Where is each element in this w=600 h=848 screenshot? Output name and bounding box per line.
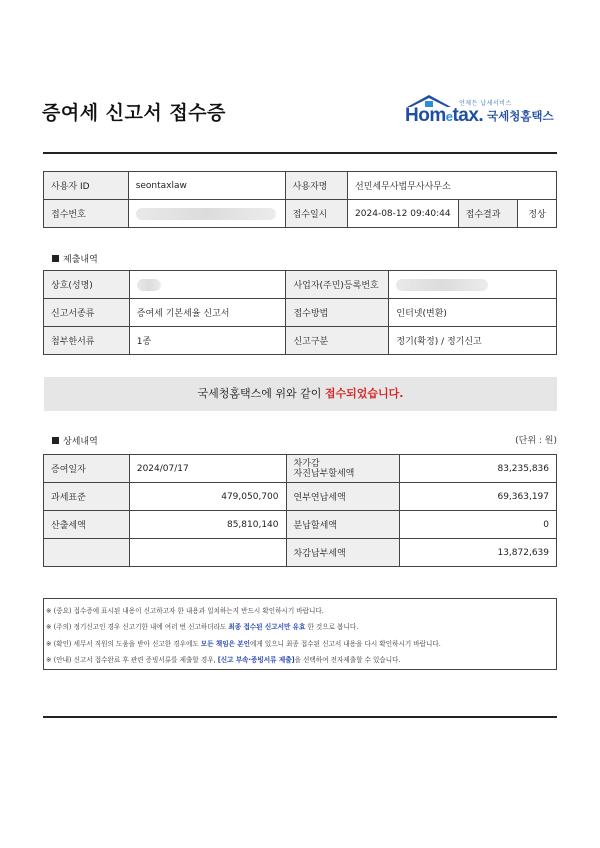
logo-korean-name: 국세청홈택스 — [487, 109, 554, 123]
receipt-result-value: 정상 — [518, 200, 557, 228]
receipt-result-label: 접수결과 — [458, 200, 518, 228]
attachments-value: 1종 — [129, 327, 286, 355]
receipt-number-value — [128, 200, 285, 228]
form-type-value: 증여세 기본세율 신고서 — [129, 299, 286, 327]
form-type-label: 신고서종류 — [44, 299, 130, 327]
net-payable-tax-value: 13,872,639 — [400, 539, 557, 567]
bottom-rule — [43, 716, 557, 718]
self-payable-tax-value: 83,235,836 — [400, 455, 557, 483]
notice-line: ※ (안내) 신고서 접수완료 후 관련 증빙서류를 제출할 경우, [신고 부속·증빙서류 제출]을 선택하여 전자제출할 수 있습니다. — [46, 655, 401, 664]
empty-value-cell — [129, 539, 286, 567]
redacted-company-name — [137, 279, 161, 291]
confirmation-text: 국세청홈택스에 위와 같이 — [197, 387, 325, 400]
tax-base-value: 479,050,700 — [129, 483, 286, 511]
user-name-value: 선민세무사법무사사무소 — [348, 172, 557, 200]
page-title: 증여세 신고서 접수증 — [42, 102, 226, 124]
receipt-number-label: 접수번호 — [44, 200, 129, 228]
installment-tax-value: 0 — [400, 511, 557, 539]
deferred-payment-value: 69,363,197 — [400, 483, 557, 511]
computed-tax-label: 산출세액 — [44, 511, 130, 539]
detail-section-heading: 상세내역 — [52, 434, 98, 447]
notice-line: ※ (주의) 정기신고인 경우 신고기한 내에 여러 번 신고하더라도 최종 접수된 신고서만 유효 한 것으로 봅니다. — [46, 623, 359, 632]
deferred-payment-label: 연부연납세액 — [286, 483, 400, 511]
user-name-label: 사용자명 — [285, 172, 347, 200]
notice-box — [43, 598, 557, 670]
hometax-logo — [405, 94, 554, 128]
user-id-value: seontaxlaw — [128, 172, 285, 200]
submission-method-label: 접수방법 — [286, 299, 389, 327]
unit-label: (단위 : 원) — [515, 436, 557, 446]
installment-tax-label: 분납할세액 — [286, 511, 400, 539]
redacted-receipt-number — [136, 208, 276, 220]
net-payable-tax-label: 차감납부세액 — [286, 539, 400, 567]
confirmation-banner — [44, 377, 557, 411]
submission-section-heading: 제출내역 — [52, 252, 98, 265]
confirmation-highlight: 접수되었습니다. — [324, 387, 404, 400]
user-info-table — [43, 171, 557, 228]
redacted-registration-number — [396, 279, 488, 291]
square-bullet-icon — [52, 437, 59, 444]
square-bullet-icon — [52, 255, 59, 262]
logo-brand: Hometax. — [405, 105, 484, 126]
user-id-label: 사용자 ID — [44, 172, 129, 200]
company-name-label: 상호(성명) — [44, 271, 130, 299]
receipt-time-value: 2024-08-12 09:40:44 — [348, 200, 459, 228]
self-payable-tax-label: 차가감 자진납부할세액 — [286, 455, 400, 483]
receipt-time-label: 접수일시 — [285, 200, 347, 228]
company-name-value — [129, 271, 286, 299]
computed-tax-value: 85,810,140 — [129, 511, 286, 539]
tax-base-label: 과세표준 — [44, 483, 130, 511]
gift-date-label: 증여일자 — [44, 455, 130, 483]
top-rule — [43, 152, 557, 154]
filing-category-label: 신고구분 — [286, 327, 389, 355]
empty-label-cell — [44, 539, 130, 567]
logo-tagline: 언제든 납세서비스 — [459, 100, 512, 107]
notice-line: ※ (확인) 세무서 직원의 도움을 받아 신고한 경우에도 모든 책임은 본인에게 있으니 최종 접수된 신고서 내용을 다시 확인하시기 바랍니다. — [46, 639, 441, 648]
registration-number-label: 사업자(주민)등록번호 — [286, 271, 389, 299]
notice-line: ※ (중요) 접수증에 표시된 내용이 신고하고자 한 내용과 일치하는지 반드시 확인하시기 바랍니다. — [46, 607, 324, 615]
filing-category-value: 정기(확정) / 정기신고 — [389, 327, 557, 355]
attachments-label: 첨부한서류 — [44, 327, 130, 355]
submission-method-value: 인터넷(변환) — [389, 299, 557, 327]
submission-table — [43, 270, 557, 355]
gift-date-value: 2024/07/17 — [129, 455, 286, 483]
registration-number-value — [389, 271, 557, 299]
detail-table — [43, 454, 557, 567]
